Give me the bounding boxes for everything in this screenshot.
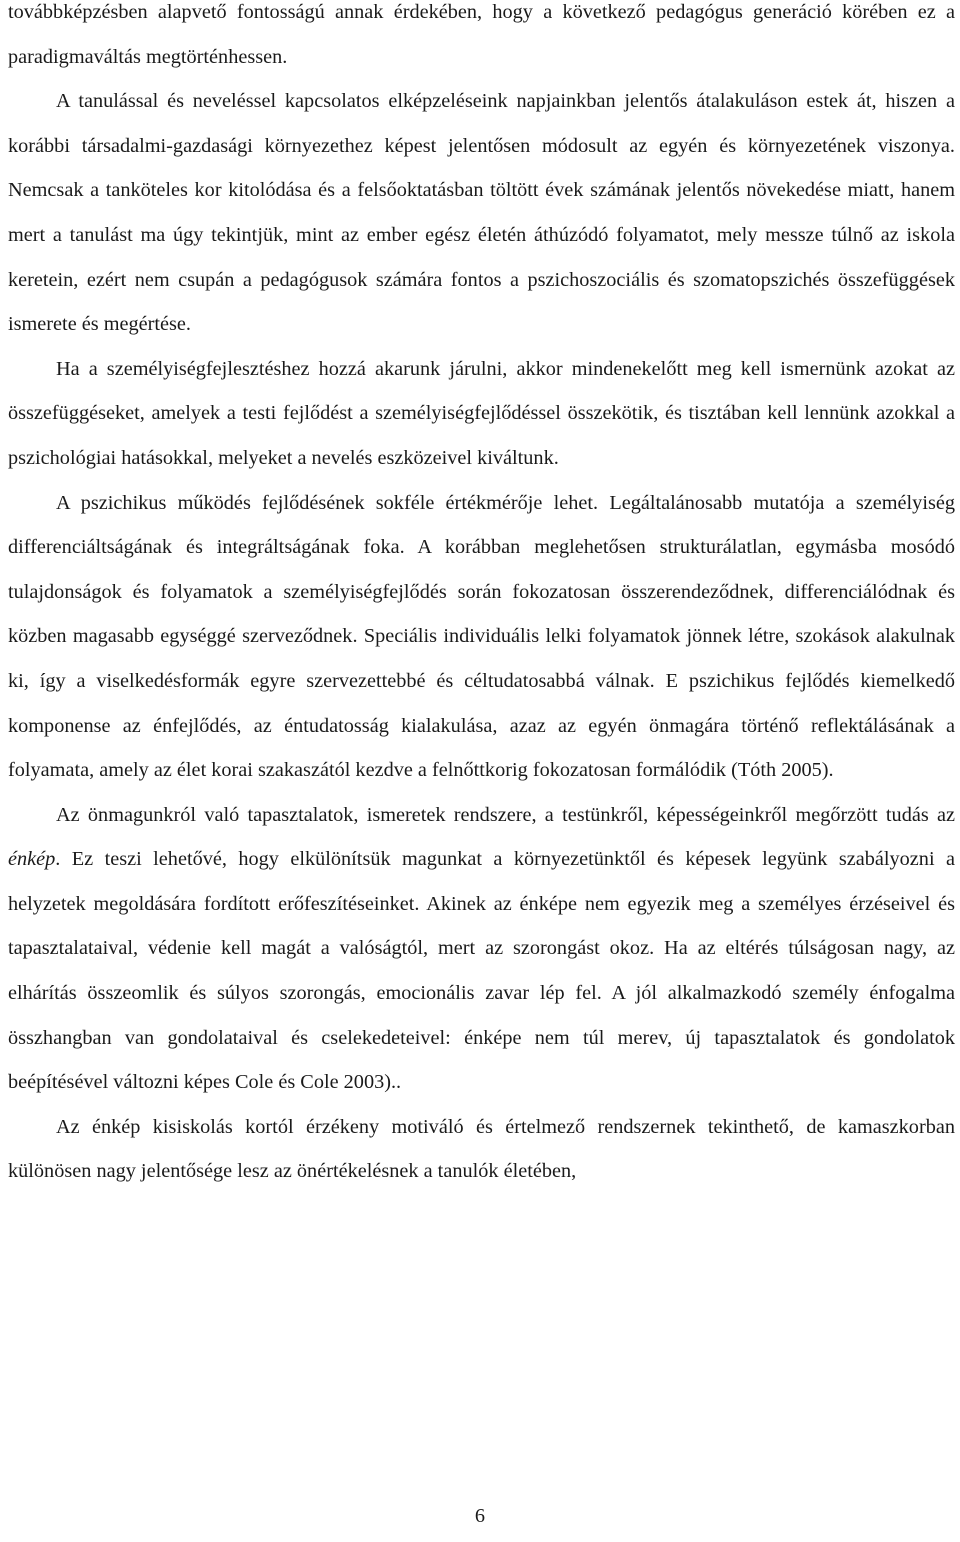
paragraph-psychic-development: A pszichikus működés fejlődésének sokféle értékmérője lehet. Legáltalánosabb mutatója a személyiség differenciáltságának és integráltságának foka. A korábban meglehetősen strukturálatlan, egymásba mosódó tulajdonságok és folyamatok a személyiségfejlődés során fokozatosan összerendeződnek, differenciálódnak és közben magasabb egységgé szerveződnek. Speciális individuális lelki folyamatok jönnek létre, szokások alakulnak ki, így a viselkedésformák egyre szervezettebbé és céltudatosabbá válnak. E pszichikus fejlődés kiemelkedő komponense az énfejlődés, az éntudatosság kialakulása, azaz az egyén önmagára történő reflektálásának a folyamata, amely az élet korai szakaszától kezdve a felnőttkorig fokozatosan formálódik (Tóth 2005).	[8, 491, 955, 782]
paragraph-continued: továbbképzésben alapvető fontosságú annak érdekében, hogy a következő pedagógus generáció körében ez a paradigmaváltás megtörténhessen.	[8, 1, 955, 68]
paragraph-self-image-text-after: . Ez teszi lehetővé, hogy elkülönítsük magunkat a környezetünktől és képesek legyünk szabályozni a helyzetek megoldására fordított erőfeszítéseinket. Akinek az énképe nem egyezik meg a személyes érzéseivel és tapasztalataival, védenie kell magát a valóságtól, mert az szorongást okoz. Ha az eltérés túlságosan nagy, az elhárítás összeomlik és súlyos szorongás, emocionális zavar lép fel. A jól alkalmazkodó személy énfogalma összhangban van gondolataival és cselekedeteivel: énképe nem túl merev, új tapasztalatok és gondolatok beépítésével változni képes Cole és Cole 2003)..	[8, 848, 955, 1094]
paragraph-self-image-motivation: Az énkép kisiskolás kortól érzékeny motiváló és értelmező rendszernek tekinthető, de kamaszkorban különösen nagy jelentősége lesz az önértékelésnek a tanulók életében,	[8, 1115, 955, 1183]
term-self-image: énkép	[8, 848, 56, 871]
paragraph-personality-development: Ha a személyiségfejlesztéshez hozzá akarunk járulni, akkor mindenekelőtt meg kell ismernünk azokat az összefüggéseket, amelyek a testi fejlődést a személyiségfejlődéssel összekötik, és tisztában kell lennünk azokkal a pszichológiai hatásokkal, melyeket a nevelés eszközeivel kiváltunk.	[8, 357, 955, 469]
paragraph-self-image	[8, 793, 955, 1105]
page-number: 6	[474, 1505, 486, 1527]
paragraph-learning-concepts: A tanulással és neveléssel kapcsolatos elképzeléseink napjainkban jelentős átalakuláson estek át, hiszen a korábbi társadalmi-gazdasági környezethez képest jelentősen módosult az egyén és környezetének viszonya. Nemcsak a tanköteles kor kitolódása és a felsőoktatásban töltött évek számának jelentős növekedése miatt, hanem mert a tanulást ma úgy tekintjük, mint az ember egész életén áthúzódó folyamatot, mely messze túlnő az iskola keretein, ezért nem csupán a pedagógusok számára fontos a pszichoszociális és szomatopszichés összefüggések ismerete és megértése.	[8, 90, 955, 336]
document-page	[8, 0, 955, 1194]
paragraph-self-image-text-before: Az önmagunkról való tapasztalatok, ismeretek rendszere, a testünkről, képességeinkről megőrzött tudás az	[56, 803, 955, 826]
